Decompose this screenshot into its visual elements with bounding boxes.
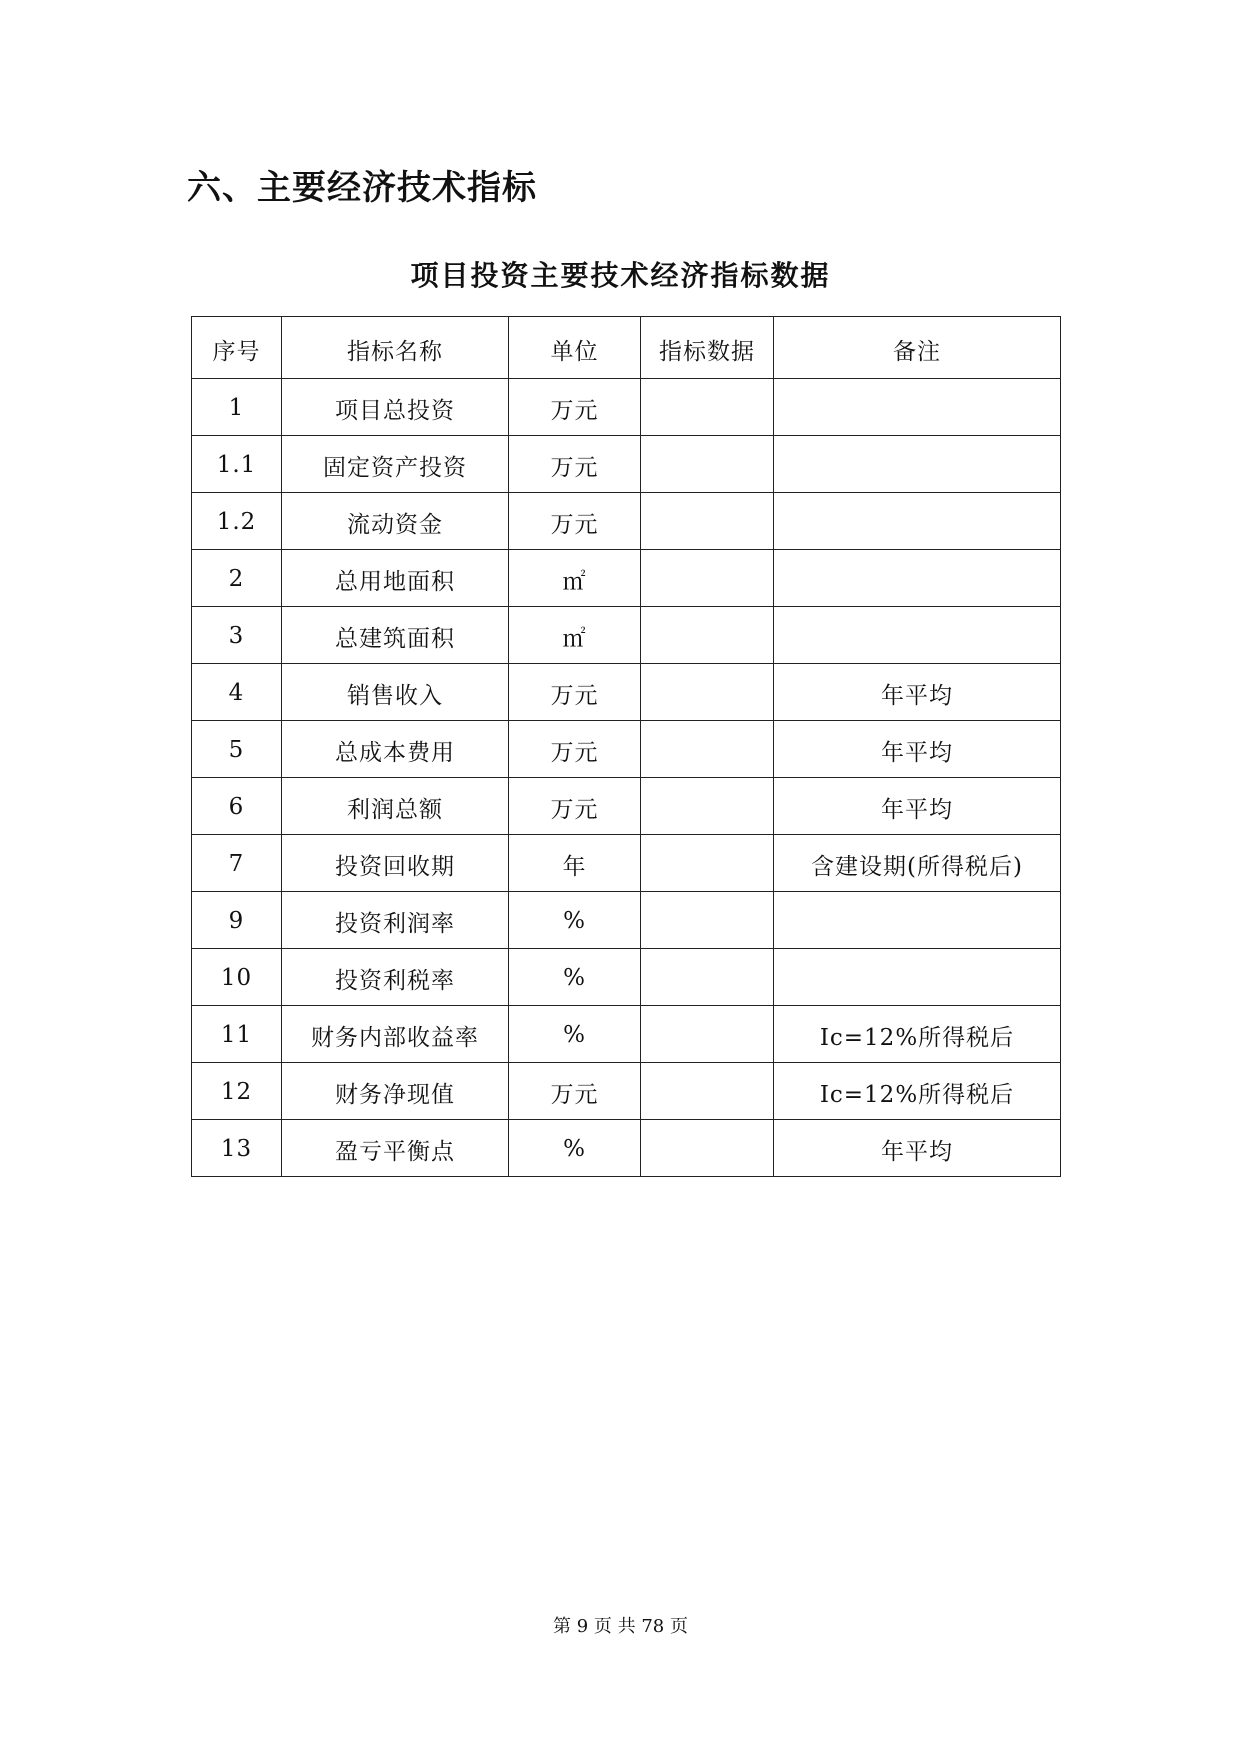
cell-seq: 1 (192, 379, 282, 436)
header-note: 备注 (774, 317, 1061, 379)
cell-name: 投资利润率 (282, 892, 509, 949)
table-row (192, 664, 1061, 721)
cell-note: Ic=12%所得税后 (774, 1006, 1061, 1063)
table-row (192, 949, 1061, 1006)
cell-seq: 12 (192, 1063, 282, 1120)
cell-value (641, 1006, 774, 1063)
cell-unit: 万元 (509, 778, 641, 835)
table-body (192, 379, 1061, 1177)
table-row (192, 550, 1061, 607)
cell-value (641, 1120, 774, 1177)
cell-name: 总建筑面积 (282, 607, 509, 664)
table-row (192, 835, 1061, 892)
cell-value (641, 949, 774, 1006)
table-row (192, 1063, 1061, 1120)
cell-value (641, 379, 774, 436)
cell-seq: 1.1 (192, 436, 282, 493)
table-row (192, 379, 1061, 436)
cell-name: 投资回收期 (282, 835, 509, 892)
cell-note (774, 379, 1061, 436)
header-name: 指标名称 (282, 317, 509, 379)
cell-note (774, 892, 1061, 949)
cell-value (641, 1063, 774, 1120)
cell-name: 投资利税率 (282, 949, 509, 1006)
cell-note: 年平均 (774, 1120, 1061, 1177)
cell-unit: ㎡ (509, 550, 641, 607)
cell-unit: 万元 (509, 379, 641, 436)
cell-name: 流动资金 (282, 493, 509, 550)
cell-seq: 6 (192, 778, 282, 835)
header-unit: 单位 (509, 317, 641, 379)
table-row (192, 436, 1061, 493)
cell-seq: 1.2 (192, 493, 282, 550)
cell-value (641, 721, 774, 778)
cell-unit: % (509, 892, 641, 949)
cell-note (774, 436, 1061, 493)
cell-value (641, 436, 774, 493)
cell-seq: 2 (192, 550, 282, 607)
cell-note (774, 607, 1061, 664)
cell-name: 总用地面积 (282, 550, 509, 607)
cell-unit: 万元 (509, 664, 641, 721)
table-row (192, 1120, 1061, 1177)
cell-unit: 万元 (509, 721, 641, 778)
cell-note: 年平均 (774, 778, 1061, 835)
cell-name: 销售收入 (282, 664, 509, 721)
cell-unit: 万元 (509, 436, 641, 493)
cell-unit: 万元 (509, 1063, 641, 1120)
cell-value (641, 607, 774, 664)
cell-seq: 10 (192, 949, 282, 1006)
cell-unit: ㎡ (509, 607, 641, 664)
table-row (192, 892, 1061, 949)
cell-name: 财务净现值 (282, 1063, 509, 1120)
cell-seq: 13 (192, 1120, 282, 1177)
cell-value (641, 835, 774, 892)
cell-seq: 3 (192, 607, 282, 664)
cell-unit: 年 (509, 835, 641, 892)
header-seq: 序号 (192, 317, 282, 379)
cell-note (774, 949, 1061, 1006)
cell-name: 总成本费用 (282, 721, 509, 778)
cell-value (641, 778, 774, 835)
cell-unit: % (509, 1006, 641, 1063)
table-header-row (192, 317, 1061, 379)
cell-note (774, 550, 1061, 607)
cell-name: 盈亏平衡点 (282, 1120, 509, 1177)
cell-note: Ic=12%所得税后 (774, 1063, 1061, 1120)
cell-seq: 4 (192, 664, 282, 721)
cell-seq: 9 (192, 892, 282, 949)
cell-seq: 7 (192, 835, 282, 892)
cell-name: 项目总投资 (282, 379, 509, 436)
cell-note: 年平均 (774, 664, 1061, 721)
header-value: 指标数据 (641, 317, 774, 379)
cell-value (641, 550, 774, 607)
table-row (192, 721, 1061, 778)
table-row (192, 1006, 1061, 1063)
cell-unit: 万元 (509, 493, 641, 550)
page-footer: 第 9 页 共 78 页 (553, 1616, 688, 1637)
section-heading: 六、主要经济技术指标 (187, 168, 537, 208)
cell-note (774, 493, 1061, 550)
indicators-table (191, 316, 1061, 1177)
cell-name: 固定资产投资 (282, 436, 509, 493)
cell-value (641, 664, 774, 721)
table-title: 项目投资主要技术经济指标数据 (410, 259, 831, 292)
table-row (192, 607, 1061, 664)
cell-note: 含建设期(所得税后) (774, 835, 1061, 892)
cell-seq: 11 (192, 1006, 282, 1063)
table-row (192, 778, 1061, 835)
cell-name: 财务内部收益率 (282, 1006, 509, 1063)
cell-value (641, 892, 774, 949)
cell-unit: % (509, 1120, 641, 1177)
cell-value (641, 493, 774, 550)
cell-unit: % (509, 949, 641, 1006)
cell-name: 利润总额 (282, 778, 509, 835)
cell-seq: 5 (192, 721, 282, 778)
table-row (192, 493, 1061, 550)
cell-note: 年平均 (774, 721, 1061, 778)
